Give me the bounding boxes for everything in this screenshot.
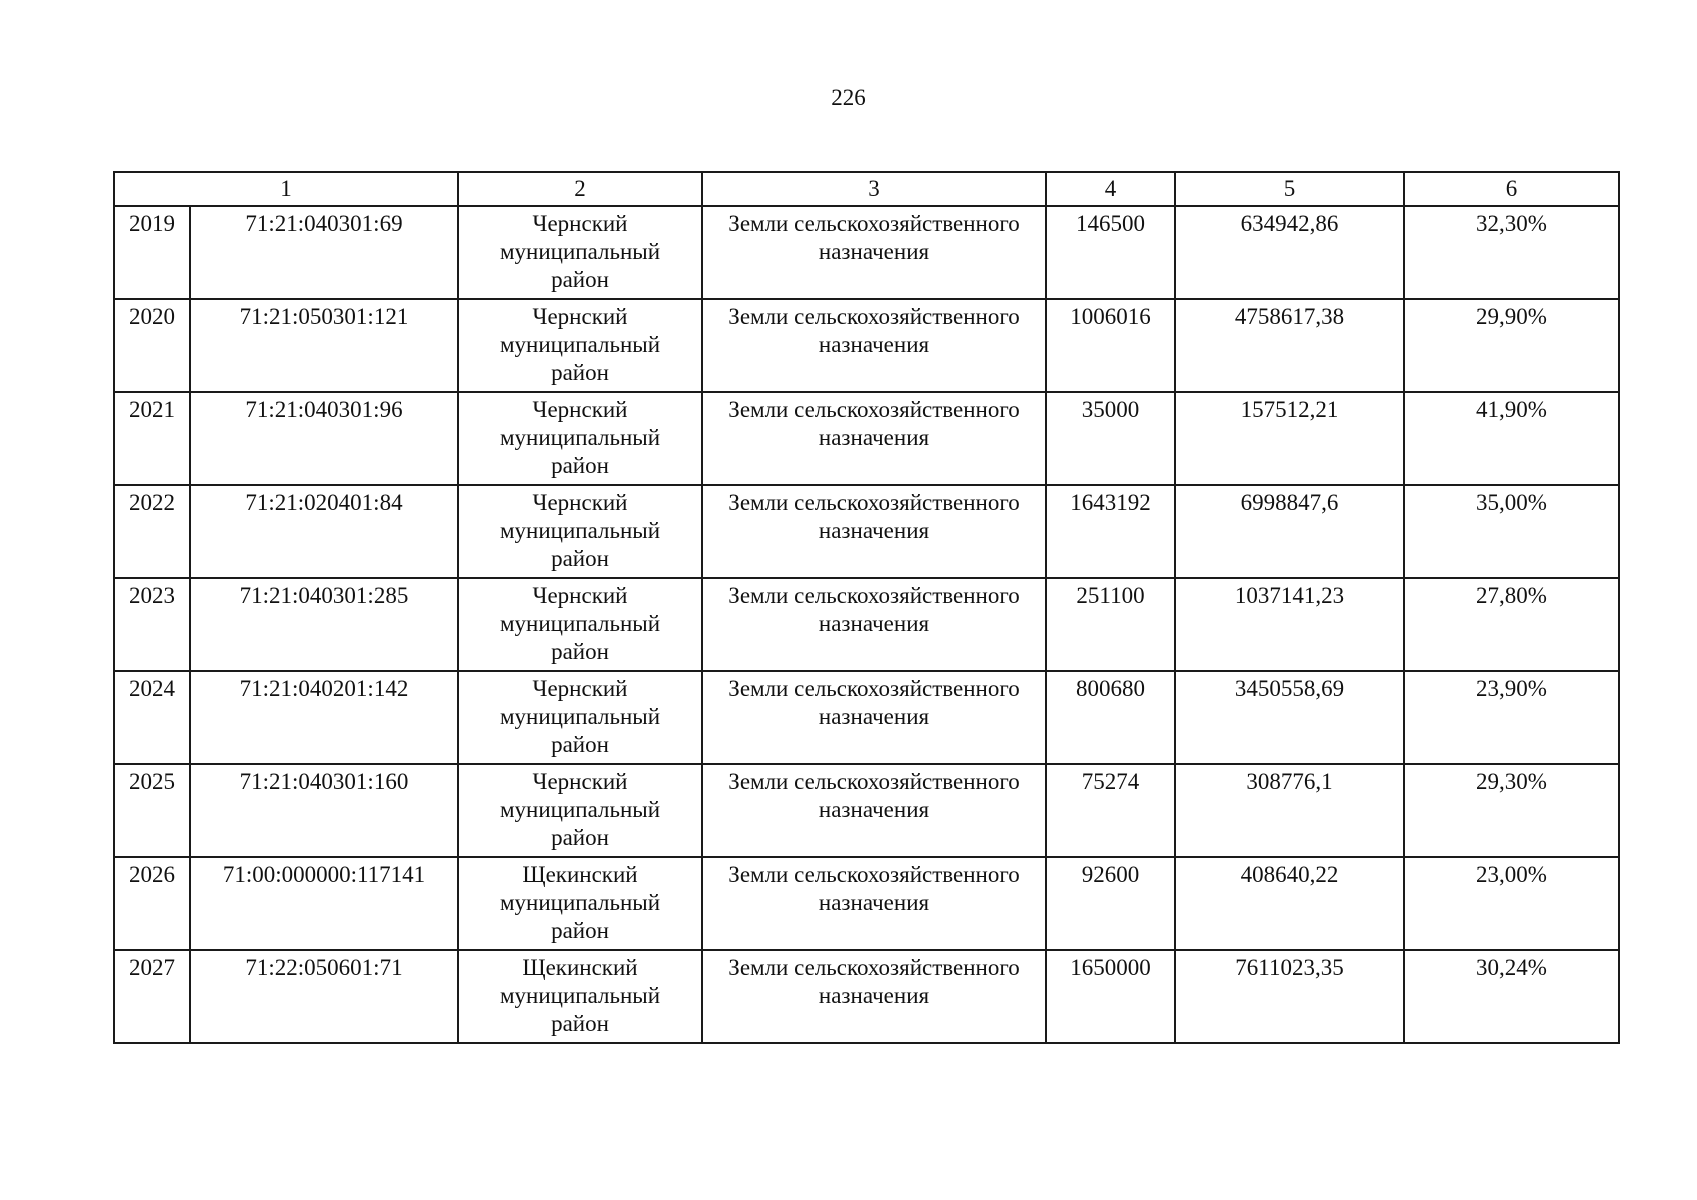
area-cell: 1643192 (1046, 485, 1175, 578)
area-cell: 251100 (1046, 578, 1175, 671)
cadastral-number-cell: 71:21:040301:96 (190, 392, 458, 485)
land-category-cell: Земли сельскохозяйственного назначения (702, 671, 1046, 764)
land-category-cell: Земли сельскохозяйственного назначения (702, 485, 1046, 578)
row-number-cell: 2022 (114, 485, 190, 578)
cadastral-number-cell: 71:21:040301:69 (190, 206, 458, 299)
percent-cell: 35,00% (1404, 485, 1619, 578)
area-cell: 75274 (1046, 764, 1175, 857)
area-cell: 146500 (1046, 206, 1175, 299)
column-header-4: 4 (1046, 172, 1175, 206)
cadastral-number-cell: 71:21:040201:142 (190, 671, 458, 764)
page-number: 226 (831, 85, 866, 110)
municipal-district-cell: Щекинский муниципальный район (458, 857, 702, 950)
municipal-district-cell: Чернский муниципальный район (458, 485, 702, 578)
land-category-cell: Земли сельскохозяйственного назначения (702, 764, 1046, 857)
cadastral-value-cell: 7611023,35 (1175, 950, 1404, 1043)
cadastral-value-cell: 1037141,23 (1175, 578, 1404, 671)
municipal-district-cell: Чернский муниципальный район (458, 764, 702, 857)
row-number-cell: 2019 (114, 206, 190, 299)
row-number-cell: 2023 (114, 578, 190, 671)
percent-cell: 23,00% (1404, 857, 1619, 950)
municipal-district-cell: Чернский муниципальный район (458, 299, 702, 392)
area-cell: 1650000 (1046, 950, 1175, 1043)
cadastral-value-cell: 3450558,69 (1175, 671, 1404, 764)
table-row (114, 671, 1619, 764)
land-category-cell: Земли сельскохозяйственного назначения (702, 578, 1046, 671)
column-header-5: 5 (1175, 172, 1404, 206)
percent-cell: 27,80% (1404, 578, 1619, 671)
cadastral-value-cell: 4758617,38 (1175, 299, 1404, 392)
cadastral-number-cell: 71:21:050301:121 (190, 299, 458, 392)
table-row (114, 392, 1619, 485)
municipal-district-cell: Чернский муниципальный район (458, 392, 702, 485)
row-number-cell: 2024 (114, 671, 190, 764)
area-cell: 92600 (1046, 857, 1175, 950)
percent-cell: 41,90% (1404, 392, 1619, 485)
header-row (114, 172, 1619, 206)
area-cell: 35000 (1046, 392, 1175, 485)
area-cell: 800680 (1046, 671, 1175, 764)
cadastral-value-cell: 308776,1 (1175, 764, 1404, 857)
cadastral-number-cell: 71:21:040301:160 (190, 764, 458, 857)
municipal-district-cell: Чернский муниципальный район (458, 206, 702, 299)
municipal-district-cell: Чернский муниципальный район (458, 671, 702, 764)
cadastral-value-cell: 408640,22 (1175, 857, 1404, 950)
cadastral-number-cell: 71:22:050601:71 (190, 950, 458, 1043)
land-plots-table (113, 171, 1620, 1044)
percent-cell: 23,90% (1404, 671, 1619, 764)
row-number-cell: 2027 (114, 950, 190, 1043)
table-row (114, 578, 1619, 671)
table-row (114, 206, 1619, 299)
table-header (114, 172, 1619, 206)
row-number-cell: 2025 (114, 764, 190, 857)
percent-cell: 29,90% (1404, 299, 1619, 392)
percent-cell: 29,30% (1404, 764, 1619, 857)
land-category-cell: Земли сельскохозяйственного назначения (702, 392, 1046, 485)
cadastral-value-cell: 634942,86 (1175, 206, 1404, 299)
land-category-cell: Земли сельскохозяйственного назначения (702, 950, 1046, 1043)
row-number-cell: 2026 (114, 857, 190, 950)
table-body (114, 206, 1619, 1043)
cadastral-value-cell: 157512,21 (1175, 392, 1404, 485)
column-header-2: 2 (458, 172, 702, 206)
land-category-cell: Земли сельскохозяйственного назначения (702, 857, 1046, 950)
land-category-cell: Земли сельскохозяйственного назначения (702, 206, 1046, 299)
land-category-cell: Земли сельскохозяйственного назначения (702, 299, 1046, 392)
cadastral-number-cell: 71:21:020401:84 (190, 485, 458, 578)
row-number-cell: 2020 (114, 299, 190, 392)
table-row (114, 857, 1619, 950)
column-header-6: 6 (1404, 172, 1619, 206)
row-number-cell: 2021 (114, 392, 190, 485)
cadastral-value-cell: 6998847,6 (1175, 485, 1404, 578)
table-row (114, 299, 1619, 392)
column-header-1: 1 (114, 172, 458, 206)
column-header-3: 3 (702, 172, 1046, 206)
cadastral-number-cell: 71:00:000000:117141 (190, 857, 458, 950)
percent-cell: 32,30% (1404, 206, 1619, 299)
table-row (114, 764, 1619, 857)
table-row (114, 485, 1619, 578)
municipal-district-cell: Щекинский муниципальный район (458, 950, 702, 1043)
cadastral-number-cell: 71:21:040301:285 (190, 578, 458, 671)
percent-cell: 30,24% (1404, 950, 1619, 1043)
municipal-district-cell: Чернский муниципальный район (458, 578, 702, 671)
table-row (114, 950, 1619, 1043)
area-cell: 1006016 (1046, 299, 1175, 392)
